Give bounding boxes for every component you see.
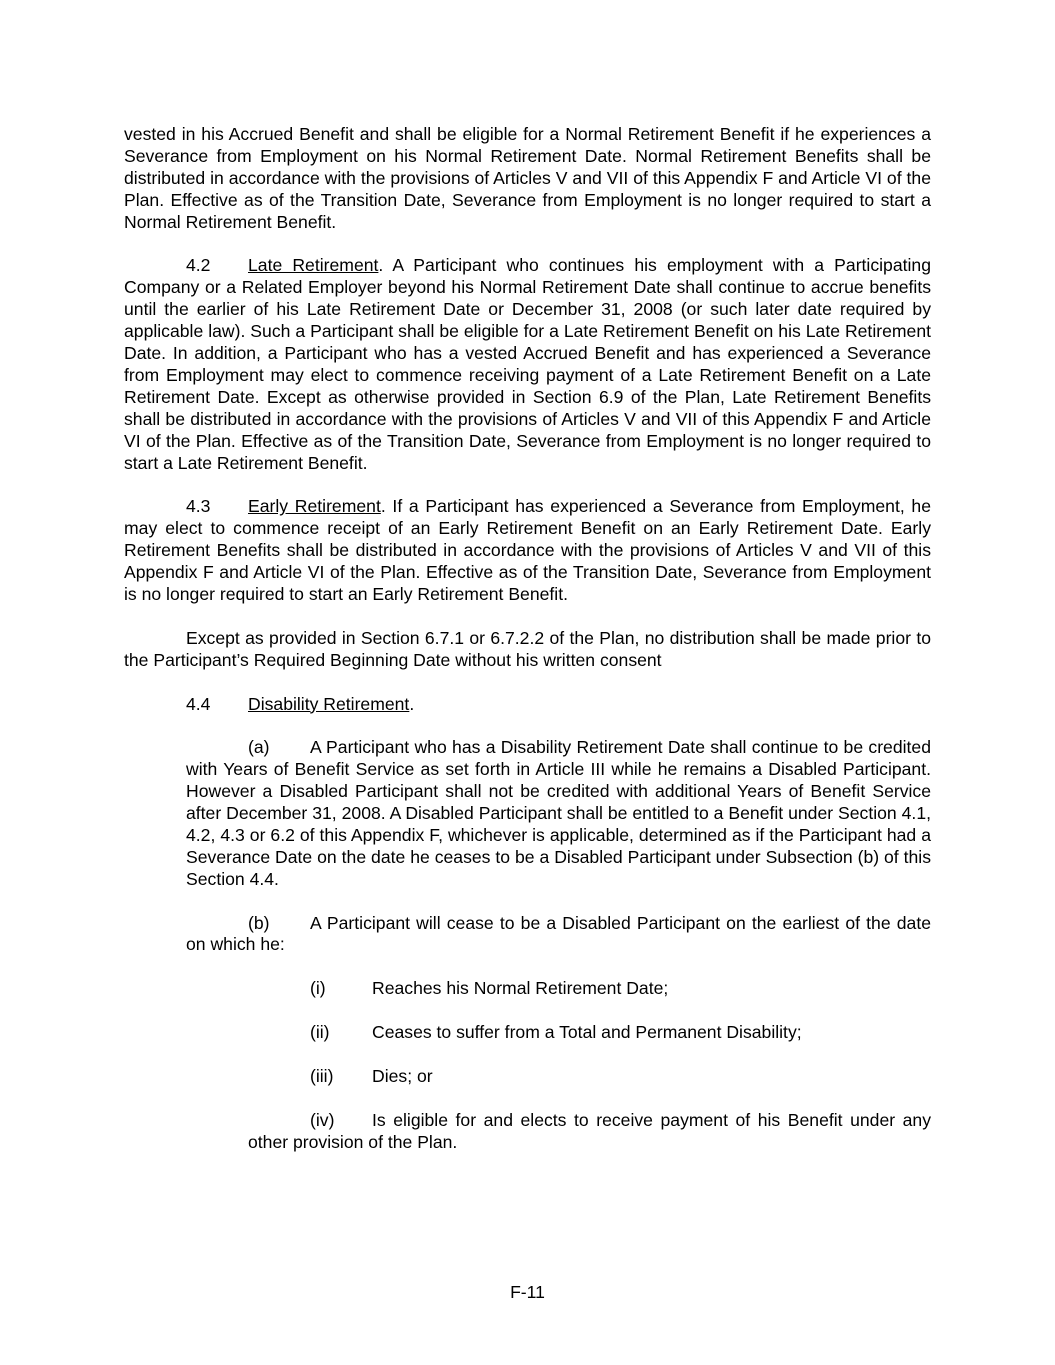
list-item-i [310,978,931,1000]
section-4-4 [124,694,931,716]
subsection-body: A Participant who has a Disability Retirement Date shall continue to be credited with Years of Benefit Service as set forth in Article III while he remains a Disabled Participant. However a Disabled Participant shall not be credited with additional Years of Benefit Service after December 31, 2008. A Disabled Participant shall be entitled to a Benefit under Section 4.1, 4.2, 4.3 or 6.2 of this Appendix F, whichever is applicable, determined as if the Participant had a Severance Date on the date he ceases to be a Disabled Participant under Subsection (b) of this Section 4.4. [186,737,931,889]
section-title-tail: . [409,693,415,714]
paragraph-except: Except as provided in Section 6.7.1 or 6.7.2.2 of the Plan, no distribution shall be made prior to the Participant’s Required Beginning Date without his written consent [124,627,931,670]
subsection-number: (a) [248,737,270,758]
section-number: 4.2 [186,255,211,276]
list-item-iii [310,1066,931,1088]
section-4-2 [124,255,931,474]
list-item-iv [248,1110,931,1154]
list-item-ii [310,1022,931,1044]
item-number: (i) [310,978,326,999]
item-text: Ceases to suffer from a Total and Permanent Disability; [372,1022,802,1043]
section-4-3 [124,496,931,606]
paragraph-intro: vested in his Accrued Benefit and shall be eligible for a Normal Retirement Benefit if he experiences a Severance from Employment on his Normal Retirement Date. Normal Retirement Benefits shall be distributed in accordance with the provisions of Articles V and VII of this Appendix F and Article VI of the Plan. Effective as of the Transition Date, Severance from Employment is no longer required to start a Normal Retirement Benefit. [124,124,931,232]
section-number: 4.3 [186,496,211,517]
item-number: (iii) [310,1065,334,1086]
subsection-number: (b) [248,912,270,933]
section-title: Late Retirement [248,255,379,276]
document-page [124,124,931,1175]
item-number: (ii) [310,1022,330,1043]
item-text: Is eligible for and elects to receive payment of his Benefit under any other provision of the Plan. [248,1109,931,1152]
item-number: (iv) [310,1109,335,1130]
item-text: Dies; or [372,1065,433,1086]
subsection-b [186,913,931,957]
subsection-a [186,737,931,890]
page-number: F-11 [510,1282,545,1302]
item-text: Reaches his Normal Retirement Date; [372,978,669,999]
section-body: . A Participant who continues his employment with a Participating Company or a Related Employer beyond his Normal Retirement Date shall continue to accrue benefits until the earlier of his Late Retirement Date or December 31, 2008 (or such later date required by applicable law). Such a Participant shall be eligible for a Late Retirement Benefit on his Late Retirement Date. In addition, a Participant who has a vested Accrued Benefit and has experienced a Severance from Employment may elect to commence receiving payment of a Late Retirement Benefit on a Late Retirement Date. Except as otherwise provided in Section 6.9 of the Plan, Late Retirement Benefits shall be distributed in accordance with the provisions of Articles V and VII of this Appendix F and Article VI of the Plan. Effective as of the Transition Date, Severance from Employment is no longer required to start a Late Retirement Benefit. [124,255,931,473]
section-body: . If a Participant has experienced a Severance from Employment, he may elect to commence receipt of an Early Retirement Benefit on an Early Retirement Date. Early Retirement Benefits shall be distributed in accordance with the provisions of Articles V and VII of this Appendix F and Article VI of the Plan. Effective as of the Transition Date, Severance from Employment is no longer required to start an Early Retirement Benefit. [124,496,931,604]
section-number: 4.4 [186,693,211,714]
subsection-body: A Participant will cease to be a Disabled Participant on the earliest of the date on which he: [186,912,931,955]
section-title: Early Retirement [248,496,381,517]
section-title: Disability Retirement [248,693,410,714]
